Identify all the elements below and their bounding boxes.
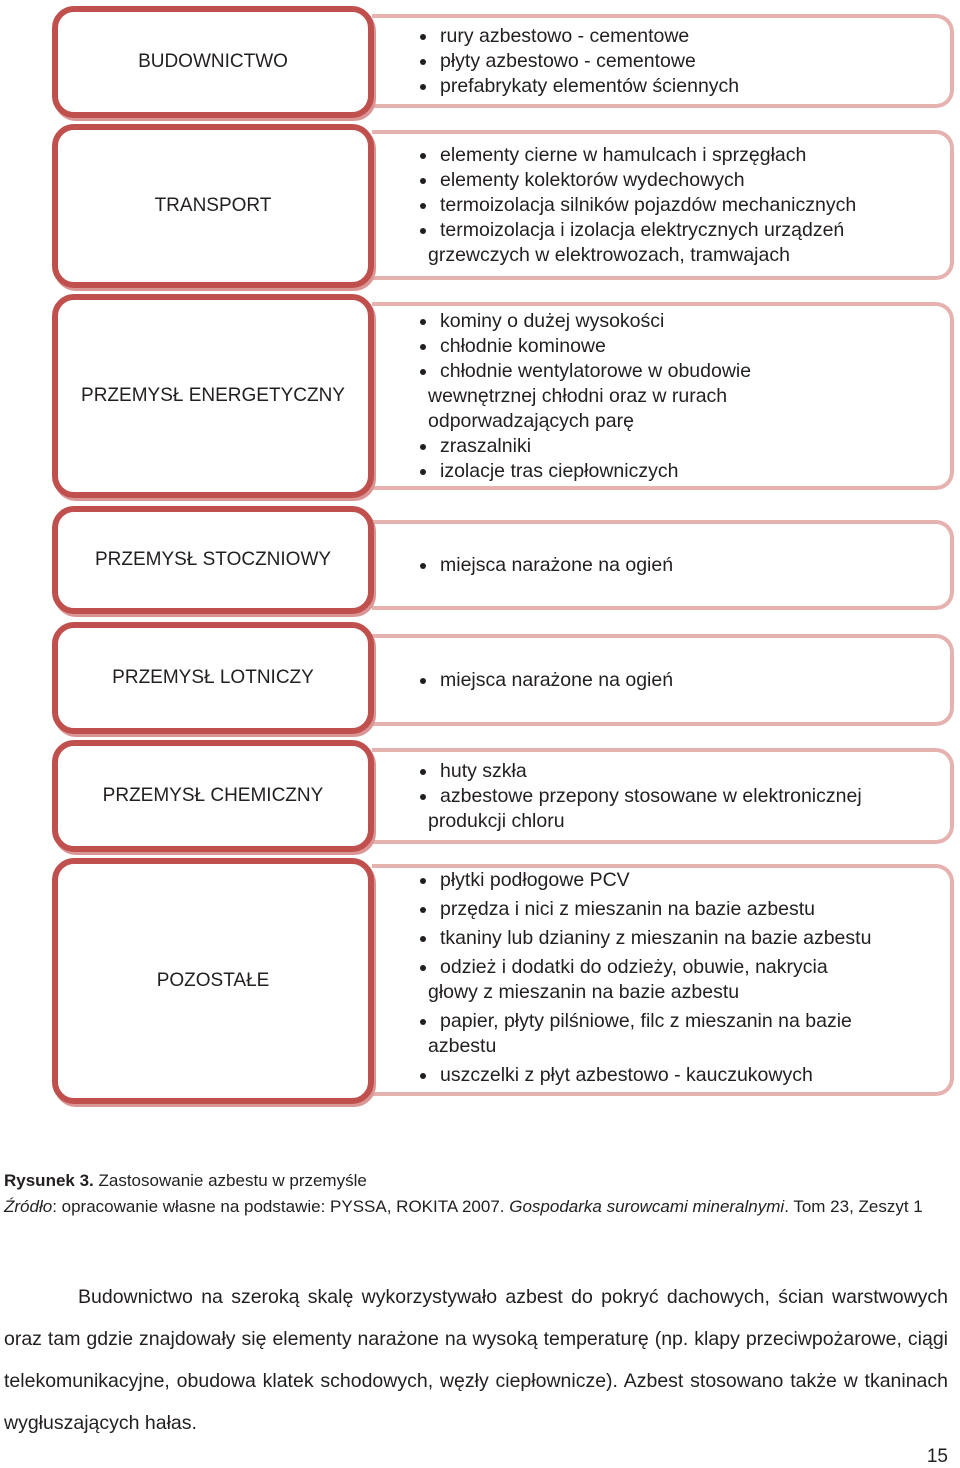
list-item: kominy o dużej wysokości [412,309,942,334]
list-item [412,359,942,434]
list-item-text: odzież i dodatki do odzieży, obuwie, nakrycia [440,956,828,978]
list-item [412,218,942,268]
category-items-lotniczy [372,634,954,726]
list-item-text: azbestowe przepony stosowane w elektronicznej [440,784,862,807]
category-label-lotniczy: PRZEMYSŁ LOTNICZY [52,622,374,734]
figure-source [4,1194,954,1219]
source-label: Źródło [4,1197,53,1216]
list-item-continuation: grzewczych w elektrowozach, tramwajach [428,243,790,266]
figure-label: Rysunek 3. [4,1171,94,1190]
list-item: termoizolacja silników pojazdów mechanicznych [412,193,942,218]
list-item: huty szkła [412,759,942,784]
list-item: tkaniny lub dzianiny z mieszanin na bazie azbestu [412,926,942,951]
list-item-text: chłodnie wentylatorowe w obudowie [440,359,752,382]
list-item-continuation: odporwadzających parę [428,409,634,432]
list-item [412,955,942,1005]
list-item: uszczelki z płyt azbestowo - kauczukowych [412,1063,942,1088]
body-paragraph: Budownictwo na szeroką skalę wykorzystywało azbest do pokryć dachowych, ścian warstwowych oraz tam gdzie znajdowały się elementy narażone na wysoką temperaturę (np. klapy przeciwpożarowe, ciągi telekomunikacyjne, obudowa klatek schodowych, węzły ciepłownicze). Azbest stosowano także w tkaninach wygłuszających hałas. [4,1286,948,1434]
list-item: chłodnie kominowe [412,334,942,359]
category-label-stoczniowy: PRZEMYSŁ STOCZNIOWY [52,506,374,614]
list-item: miejsca narażone na ogień [412,553,942,578]
list-item: miejsca narażone na ogień [412,668,942,693]
list-item [412,784,942,834]
category-label-transport: TRANSPORT [52,124,374,288]
list-item: płyty azbestowo - cementowe [412,49,942,74]
category-label-chemiczny: PRZEMYSŁ CHEMICZNY [52,740,374,852]
list-item: przędza i nici z mieszanin na bazie azbestu [412,897,942,922]
category-label-pozostale: POZOSTAŁE [52,858,374,1104]
page-number: 15 [926,1446,948,1467]
list-item [412,1009,942,1059]
category-items-stoczniowy [372,520,954,610]
list-item: elementy cierne w hamulcach i sprzęgłach [412,143,942,168]
list-item: rury azbestowo - cementowe [412,24,942,49]
category-items-transport [372,130,954,280]
category-items-budownictwo [372,14,954,108]
list-item-text: termoizolacja i izolacja elektrycznych urządzeń [440,218,845,241]
list-item: izolacje tras ciepłowniczych [412,459,942,484]
list-item-continuation: azbestu [428,1035,497,1057]
list-item-text: papier, płyty pilśniowe, filc z mieszanin na bazie [440,1010,852,1032]
category-label-budownictwo: BUDOWNICTWO [52,6,374,118]
category-items-chemiczny [372,748,954,844]
list-item: elementy kolektorów wydechowych [412,168,942,193]
category-items-energetyczny [372,302,954,490]
category-label-energetyczny: PRZEMYSŁ ENERGETYCZNY [52,294,374,498]
source-journal: Gospodarka surowcami mineralnymi [509,1197,785,1216]
list-item: prefabrykaty elementów ściennych [412,74,942,99]
category-items-pozostale [372,864,954,1096]
list-item: płytki podłogowe PCV [412,868,942,893]
list-item-continuation: produkcji chloru [428,809,565,832]
source-text: : opracowanie własne na podstawie: PYSSA, ROKITA 2007. [52,1197,510,1216]
list-item-continuation: głowy z mieszanin na bazie azbestu [428,981,740,1003]
figure-caption [4,1168,367,1193]
source-rest: . Tom 23, Zeszyt 1 [784,1197,923,1216]
list-item-continuation: wewnętrznej chłodni oraz w rurach [428,384,728,407]
figure-title: Zastosowanie azbestu w przemyśle [93,1171,367,1190]
list-item: zraszalniki [412,434,942,459]
